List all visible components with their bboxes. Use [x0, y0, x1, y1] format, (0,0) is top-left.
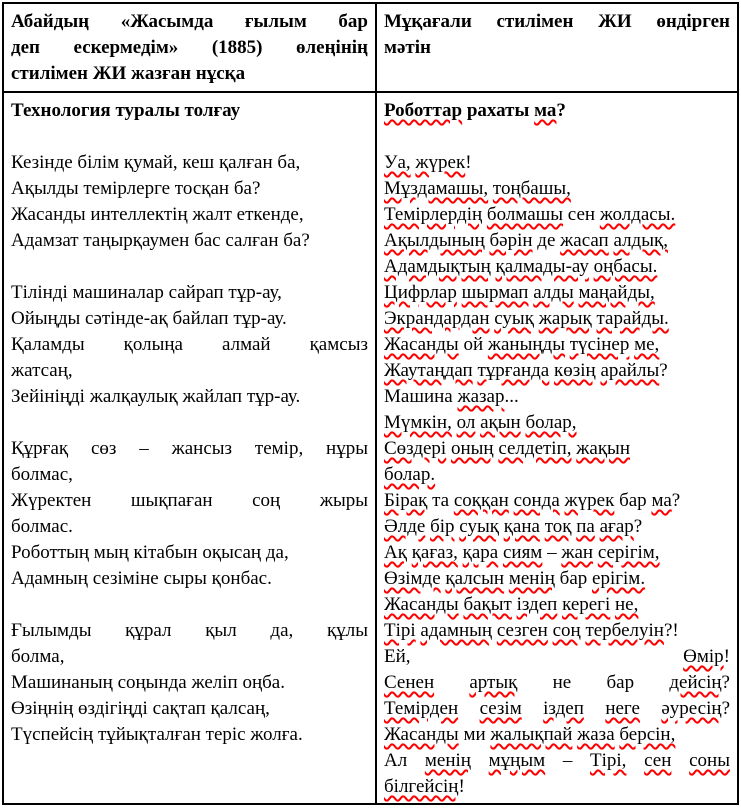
word: деп	[11, 37, 40, 58]
word-group	[384, 9, 472, 35]
poem-line: Түспейсің тұйықталған теріс жолға.	[11, 724, 303, 745]
poem-line: Роботтың мың кітабын оқысаң да,	[11, 542, 289, 563]
poem-line	[384, 384, 730, 410]
poem-line	[384, 540, 730, 566]
misspelled-word: бәрін	[489, 230, 533, 251]
word: ?!	[663, 620, 679, 641]
misspelled-word: артық	[469, 672, 518, 693]
word: ескермедім»	[73, 37, 179, 58]
misspelled-word: қалмады-ау	[495, 256, 589, 277]
word-group	[296, 35, 368, 61]
misspelled-word: алды	[533, 282, 574, 303]
word: ЖИ	[598, 11, 632, 32]
misspelled-word: қара	[462, 542, 499, 563]
misspelled-word: қалсын	[445, 568, 505, 589]
poem-line	[384, 9, 730, 35]
blank-line	[11, 254, 368, 280]
poem-line	[384, 670, 730, 696]
poem-line	[384, 332, 730, 358]
word: !	[723, 646, 730, 667]
misspelled-word: тұрғанда	[477, 360, 550, 381]
word-group	[320, 488, 368, 514]
poem-line: жатсаң,	[11, 360, 73, 381]
misspelled-word: бақыт	[463, 594, 512, 615]
misspelled-word: не,	[615, 594, 639, 615]
word: –	[139, 438, 149, 459]
word: құрал	[125, 620, 172, 641]
misspelled-word: соққан	[453, 490, 509, 511]
poem-line	[384, 254, 730, 280]
word-group	[270, 618, 293, 644]
word: ой	[463, 334, 484, 355]
misspelled-word: суық	[459, 516, 499, 537]
word: –	[562, 750, 573, 771]
misspelled-word: ерігім.	[592, 568, 646, 589]
word-group	[327, 618, 368, 644]
word-group	[689, 748, 730, 774]
misspelled-word: тоқ	[544, 516, 572, 537]
word-group	[644, 748, 671, 774]
word: рахаты	[466, 100, 530, 121]
word: ?	[659, 360, 668, 381]
poem-line: Машинаның соңында желіп оңба.	[11, 672, 285, 693]
misspelled-word: соны	[689, 750, 730, 771]
misspelled-word: Жаутаңдап	[384, 360, 473, 381]
word: бар	[619, 490, 647, 511]
word: сөз	[90, 438, 117, 459]
misspelled-word: Тірі	[384, 620, 416, 641]
word-group	[326, 436, 368, 462]
misspelled-word: дейсің	[669, 672, 722, 693]
poem-line: мәтін	[384, 37, 431, 58]
poem-cell-mukagali-style	[377, 93, 737, 803]
word-group	[496, 9, 573, 35]
poem-line	[384, 722, 730, 748]
misspelled-word: жасап	[560, 230, 609, 251]
poem-line	[11, 332, 368, 358]
word-group	[553, 670, 572, 696]
misspelled-word: Жасанды	[384, 334, 459, 355]
poem-line	[384, 358, 730, 384]
word: қамсыз	[309, 334, 368, 355]
poem-line	[384, 176, 730, 202]
poem-line	[11, 618, 368, 644]
word: –	[547, 542, 557, 563]
poem-line	[384, 618, 730, 644]
misspelled-word: тербелуін	[585, 620, 664, 641]
header-cell-abai-version	[4, 4, 377, 93]
word: Ғылымды	[11, 620, 92, 641]
word: Мұқағали	[384, 11, 472, 32]
misspelled-word: Бірақ	[384, 490, 428, 511]
poem-line: болмас,	[11, 464, 73, 485]
misspelled-word: алдық,	[613, 230, 668, 251]
word: Құрғақ	[11, 438, 69, 459]
misspelled-word: Әлде	[384, 516, 426, 537]
poem-line	[384, 228, 730, 254]
misspelled-word: арайлы	[600, 360, 660, 381]
misspelled-word: Уа,	[384, 152, 411, 173]
word-group	[139, 436, 149, 462]
misspelled-word: сезім	[479, 698, 522, 719]
word: ?	[556, 100, 566, 121]
word: ми	[463, 724, 486, 745]
misspelled-word: Сенен	[384, 672, 435, 693]
misspelled-word: бір	[430, 516, 455, 537]
poem-line	[384, 150, 730, 176]
word-group	[125, 618, 171, 644]
poem-line	[11, 35, 368, 61]
header-cell-mukagali-version	[377, 4, 737, 93]
word: алмай	[222, 334, 271, 355]
word-group	[669, 670, 730, 696]
misspelled-word: іздеп	[543, 698, 584, 719]
word: «Жасымда	[120, 11, 214, 32]
word: ?	[671, 490, 681, 511]
misspelled-word: суық	[494, 308, 534, 329]
misspelled-word: білгейсің	[384, 776, 459, 797]
misspelled-word: болар,	[525, 412, 577, 433]
word-group	[131, 488, 213, 514]
misspelled-word: ағар	[599, 516, 634, 537]
poem-line	[11, 488, 368, 514]
word: соң	[252, 490, 281, 511]
word-group	[605, 696, 640, 722]
poem-cell-abai-style	[4, 93, 377, 803]
poem-line	[384, 696, 730, 722]
word: Машина	[384, 386, 453, 407]
blank-line	[384, 124, 730, 150]
misspelled-word: Ақ	[384, 542, 407, 563]
misspelled-word: тарайды.	[596, 308, 669, 329]
misspelled-word: болар.	[384, 464, 436, 485]
word-group	[11, 9, 89, 35]
poem-line	[384, 644, 730, 670]
misspelled-word: жалықпай	[490, 724, 573, 745]
word-group	[384, 696, 458, 722]
poem-line: Зейініңді жалқаулық жайлап тұр-ау.	[11, 386, 301, 407]
poem-line: Ақылды темірлерге тосқан ба?	[11, 178, 261, 199]
word: ...	[504, 386, 519, 407]
misspelled-word: Мүмкін,	[384, 412, 452, 433]
blank-line	[11, 592, 368, 618]
word-group	[245, 9, 307, 35]
word: не	[552, 672, 572, 693]
misspelled-word: қағаз,	[411, 542, 458, 563]
word: ?	[633, 516, 643, 537]
poem-line	[384, 202, 730, 228]
misspelled-word: сен	[644, 750, 672, 771]
misspelled-word: соң	[552, 620, 581, 641]
word-group	[222, 332, 271, 358]
misspelled-word: жаза	[577, 724, 615, 745]
word-group	[11, 488, 91, 514]
misspelled-word: тоңбашы,	[492, 178, 571, 199]
word: ғылым	[244, 11, 307, 32]
poem-line	[384, 774, 730, 800]
word: бар	[606, 672, 635, 693]
word-group	[384, 670, 434, 696]
word-group	[384, 748, 407, 774]
word: қолыңа	[123, 334, 183, 355]
word-group	[11, 35, 40, 61]
poem-line: Кезінде білім қумай, кеш қалған ба,	[11, 152, 301, 173]
misspelled-word: селдетіп,	[498, 438, 572, 459]
poem-line	[11, 9, 368, 35]
poem-line	[384, 462, 730, 488]
misspelled-word: жақын	[576, 438, 630, 459]
misspelled-word: берсін,	[619, 724, 676, 745]
misspelled-word: маңайды,	[578, 282, 655, 303]
word-group	[91, 436, 116, 462]
word: шықпаған	[130, 490, 213, 511]
misspelled-word: ақын	[480, 412, 521, 433]
word-group	[683, 644, 730, 670]
word: !	[465, 152, 472, 173]
word: ?	[721, 698, 730, 719]
word: та	[432, 490, 450, 511]
misspelled-word: Тірі,	[590, 750, 627, 771]
misspelled-word: Адамдықтың	[384, 256, 491, 277]
word-group	[480, 696, 522, 722]
misspelled-word: адамның	[420, 620, 493, 641]
misspelled-word: сезген	[496, 620, 548, 641]
misspelled-word: менің	[424, 750, 471, 771]
comparison-table	[2, 2, 739, 805]
blank-line	[11, 410, 368, 436]
misspelled-word: жазар	[457, 386, 505, 407]
misspelled-word: жан	[561, 542, 594, 563]
misspelled-word: мұңым	[488, 750, 546, 771]
misspelled-word: керегі	[562, 594, 611, 615]
misspelled-word: жүрек	[564, 490, 615, 511]
misspelled-word: сиям	[502, 542, 543, 563]
word: ?	[721, 672, 730, 693]
misspelled-word: жолдасы.	[599, 204, 676, 225]
word: да,	[270, 620, 294, 641]
misspelled-word: жүрек	[415, 152, 466, 173]
poem-line: Тілінді машиналар сайрап тұр-ау,	[11, 282, 282, 303]
misspelled-word: сонда	[513, 490, 560, 511]
poem-line: стилімен ЖИ жазған нұсқа	[11, 63, 246, 84]
word-group	[310, 332, 368, 358]
poem-line: Ойыңды сәтінде-ақ байлап тұр-ау.	[11, 308, 287, 329]
word-group	[563, 748, 573, 774]
word-group	[543, 696, 584, 722]
word: жансыз	[171, 438, 233, 459]
word-group	[598, 9, 632, 35]
word-group	[489, 748, 545, 774]
word: өндірген	[656, 11, 730, 32]
misspelled-word: Темірлердің	[384, 204, 483, 225]
poem-line: Өзіңнің өздігіңді сақтап қалсаң,	[11, 698, 270, 719]
misspelled-word: неге	[605, 698, 640, 719]
misspelled-word: түсінер	[569, 334, 630, 355]
misspelled-word: Экрандардан	[384, 308, 490, 329]
word-group	[252, 488, 280, 514]
word: де	[537, 230, 556, 251]
word-group	[469, 670, 517, 696]
misspelled-word: Мұздамашы,	[384, 178, 489, 199]
word: Абайдың	[11, 11, 90, 32]
poem-line: Жасанды интеллектің жалт еткенде,	[11, 204, 304, 225]
poem-line: Адамзат таңырқаумен бас салған ба?	[11, 230, 310, 251]
misspelled-word: оның	[450, 438, 494, 459]
poem-line	[384, 280, 730, 306]
misspelled-word: әуресің	[661, 698, 722, 719]
word: құлы	[326, 620, 368, 641]
misspelled-word: шырмап	[461, 282, 529, 303]
word: бар	[338, 11, 368, 32]
misspelled-word: па	[576, 516, 595, 537]
poem-line	[384, 566, 730, 592]
word: Жүректен	[11, 490, 92, 511]
misspelled-word: көзің	[554, 360, 596, 381]
word-group	[121, 9, 214, 35]
word: өлеңінің	[296, 37, 368, 58]
misspelled-word: болмашы	[486, 204, 564, 225]
stanza-title: Технология туралы толғау	[11, 100, 241, 121]
poem-line	[11, 436, 368, 462]
poem-line: болмас.	[11, 516, 73, 537]
misspelled-word: Цифрлар	[384, 282, 457, 303]
word-group	[11, 332, 85, 358]
word-group	[607, 670, 635, 696]
word-group	[74, 35, 179, 61]
word-group	[11, 618, 91, 644]
misspelled-word: менің	[508, 568, 555, 589]
stanza-title	[384, 98, 730, 124]
misspelled-word: ма	[651, 490, 672, 511]
word-group	[212, 35, 263, 61]
word-group	[338, 9, 368, 35]
blank-line	[11, 124, 368, 150]
poem-line: болма,	[11, 646, 65, 667]
poem-line	[384, 592, 730, 618]
word-group	[205, 618, 236, 644]
misspelled-word: Ақылдының	[384, 230, 485, 251]
word: жыры	[319, 490, 368, 511]
word: Қаламды	[11, 334, 85, 355]
word-group	[11, 436, 68, 462]
misspelled-word: Жасанды	[384, 594, 459, 615]
word: темір,	[254, 438, 304, 459]
misspelled-word: қана	[503, 516, 540, 537]
word: нұры	[326, 438, 368, 459]
misspelled-word: іздеп	[516, 594, 558, 615]
word-group	[590, 748, 626, 774]
poem-line	[384, 514, 730, 540]
word-group	[124, 332, 183, 358]
poem-line	[384, 306, 730, 332]
word: бар	[559, 568, 588, 589]
word: сен	[567, 204, 596, 225]
word-group	[384, 644, 411, 670]
poem-line: Адамның сезіміне сыры қонбас.	[11, 568, 272, 589]
poem-line	[384, 488, 730, 514]
misspelled-word: жаныңды	[487, 334, 565, 355]
misspelled-word: оңбасы.	[593, 256, 658, 277]
word: Ал	[384, 750, 408, 771]
misspelled-word: Өмір	[683, 646, 724, 667]
word-group	[172, 436, 232, 462]
poem-line	[384, 410, 730, 436]
misspelled-word: серігім,	[597, 542, 660, 563]
misspelled-word: ол	[456, 412, 476, 433]
word-group	[656, 9, 730, 35]
word: қыл	[205, 620, 237, 641]
poem-line	[384, 436, 730, 462]
misspelled-word: Сөздері	[384, 438, 447, 459]
misspelled-word: Роботтар	[384, 100, 463, 121]
misspelled-word: жарық	[538, 308, 592, 329]
word-group	[425, 748, 471, 774]
misspelled-word: Өзімде	[384, 568, 441, 589]
word-group	[661, 696, 730, 722]
word: !	[458, 776, 465, 797]
misspelled-word: Темірден	[384, 698, 459, 719]
word-group	[255, 436, 303, 462]
poem-line	[384, 748, 730, 774]
misspelled-word: ме,	[634, 334, 660, 355]
word: стилімен	[496, 11, 574, 32]
misspelled-word: ма	[534, 100, 557, 121]
word: Ей,	[384, 646, 411, 667]
misspelled-word: Жасанды	[384, 724, 459, 745]
word: (1885)	[211, 37, 263, 58]
